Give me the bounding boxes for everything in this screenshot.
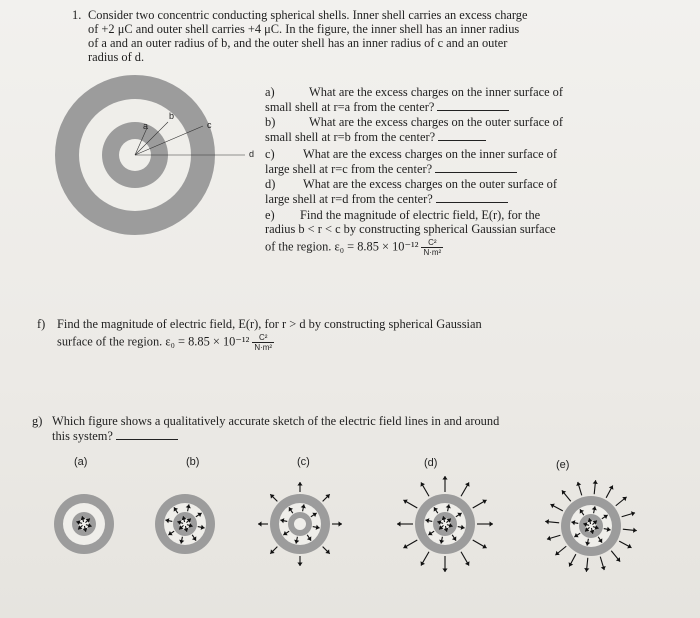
- option-figure-e[interactable]: [531, 466, 651, 586]
- option-figure-d[interactable]: [385, 464, 505, 584]
- field-arrow-outer-8-head: [545, 519, 549, 524]
- concentric-shells-figure: [55, 60, 295, 260]
- part-c-line-1: What are the excess charges on the inner surface of: [303, 147, 558, 161]
- option-label-d: (d): [424, 457, 438, 469]
- part-f-line-2: surface of the region. ε₀ = 8.85 × 10⁻¹² $\frac{\text{C²}}{\text{N·m²}}$: [57, 333, 273, 352]
- answer-blank-g[interactable]: [116, 429, 178, 440]
- intro-line-2: of +2 μC and outer shell carries +4 μC. In the figure, the inner shell has an inner radius: [88, 22, 520, 36]
- part-g-line-1: Which figure shows a qualitatively accurate sketch of the electric field lines in and around: [52, 414, 500, 428]
- field-arrow-outer-6-head: [297, 482, 302, 486]
- part-b-line-2: small shell at r=b from the center?: [265, 130, 486, 144]
- unit-fraction-e: $\frac{\text{C²}}{\text{N·m²}}$: [423, 238, 442, 257]
- field-arrow-outer-6-head: [397, 521, 401, 526]
- option-figure-c[interactable]: [255, 479, 345, 569]
- part-e-line-1: Find the magnitude of electric field, E(r), for the: [300, 208, 541, 222]
- unit-fraction-f: $\frac{\text{C²}}{\text{N·m²}}$: [254, 333, 273, 352]
- part-e-label: e): [265, 208, 275, 222]
- part-a-line-1: What are the excess charges on the inner surface of: [309, 85, 564, 99]
- part-d-line-2: large shell at r=d from the center?: [265, 192, 508, 206]
- problem-number: 1.: [72, 8, 82, 22]
- intro-line-4: radius of d.: [88, 50, 145, 64]
- field-arrow-outer-0-head: [339, 521, 343, 526]
- field-arrow-outer-2-head: [297, 563, 302, 567]
- option-label-a: (a): [74, 456, 88, 468]
- part-c-label: c): [265, 147, 275, 161]
- field-arrow-outer-0-head: [633, 528, 637, 533]
- option-label-c: (c): [297, 456, 310, 468]
- part-c-line-2: large shell at r=c from the center?: [265, 162, 517, 176]
- part-f-line-1: Find the magnitude of electric field, E(r), for r > d by constructing spherical Gaussian: [57, 317, 482, 331]
- label-b: b: [169, 111, 175, 121]
- cavity: [294, 518, 306, 530]
- answer-blank-a[interactable]: [437, 100, 509, 111]
- part-g-label: g): [32, 414, 43, 428]
- part-g-line-2: this system?: [52, 429, 178, 443]
- part-f-label: f): [37, 317, 46, 331]
- option-figure-b[interactable]: [145, 484, 225, 564]
- field-arrow-outer-0-head: [490, 521, 494, 526]
- part-e-line-3: of the region. ε₀ = 8.85 × 10⁻¹² $\frac{\text{C²}}{\text{N·m²}}$: [265, 238, 442, 257]
- option-figure-a[interactable]: [44, 484, 124, 564]
- part-b-line-1: What are the excess charges on the outer surface of: [309, 115, 564, 129]
- answer-blank-d[interactable]: [436, 192, 508, 203]
- option-label-b: (b): [186, 456, 200, 468]
- field-arrow-outer-4-head: [258, 521, 262, 526]
- intro-line-3: of a and an outer radius of b, and the outer shell has an inner radius of c and an outer: [88, 36, 508, 50]
- part-d-label: d): [265, 177, 276, 191]
- answer-blank-c[interactable]: [435, 162, 517, 173]
- label-a: a: [143, 121, 149, 131]
- part-e-line-2: radius b < r < c by constructing spherical Gaussian surface: [265, 222, 556, 236]
- part-a-line-2: small shell at r=a from the center?: [265, 100, 509, 114]
- part-b-label: b): [265, 115, 276, 129]
- field-arrow-outer-9-head: [442, 476, 447, 480]
- label-c: c: [207, 120, 212, 130]
- option-label-e: (e): [556, 459, 570, 471]
- field-arrow-outer-12-head: [593, 480, 598, 484]
- field-arrow-outer-3-head: [442, 569, 447, 573]
- part-a-label: a): [265, 85, 275, 99]
- part-d-line-1: What are the excess charges on the outer surface of: [303, 177, 558, 191]
- label-d: d: [249, 149, 255, 159]
- field-arrow-outer-4-head: [584, 568, 589, 572]
- intro-line-1: Consider two concentric conducting spherical shells. Inner shell carries an excess charge: [88, 8, 528, 22]
- answer-blank-b[interactable]: [438, 130, 486, 141]
